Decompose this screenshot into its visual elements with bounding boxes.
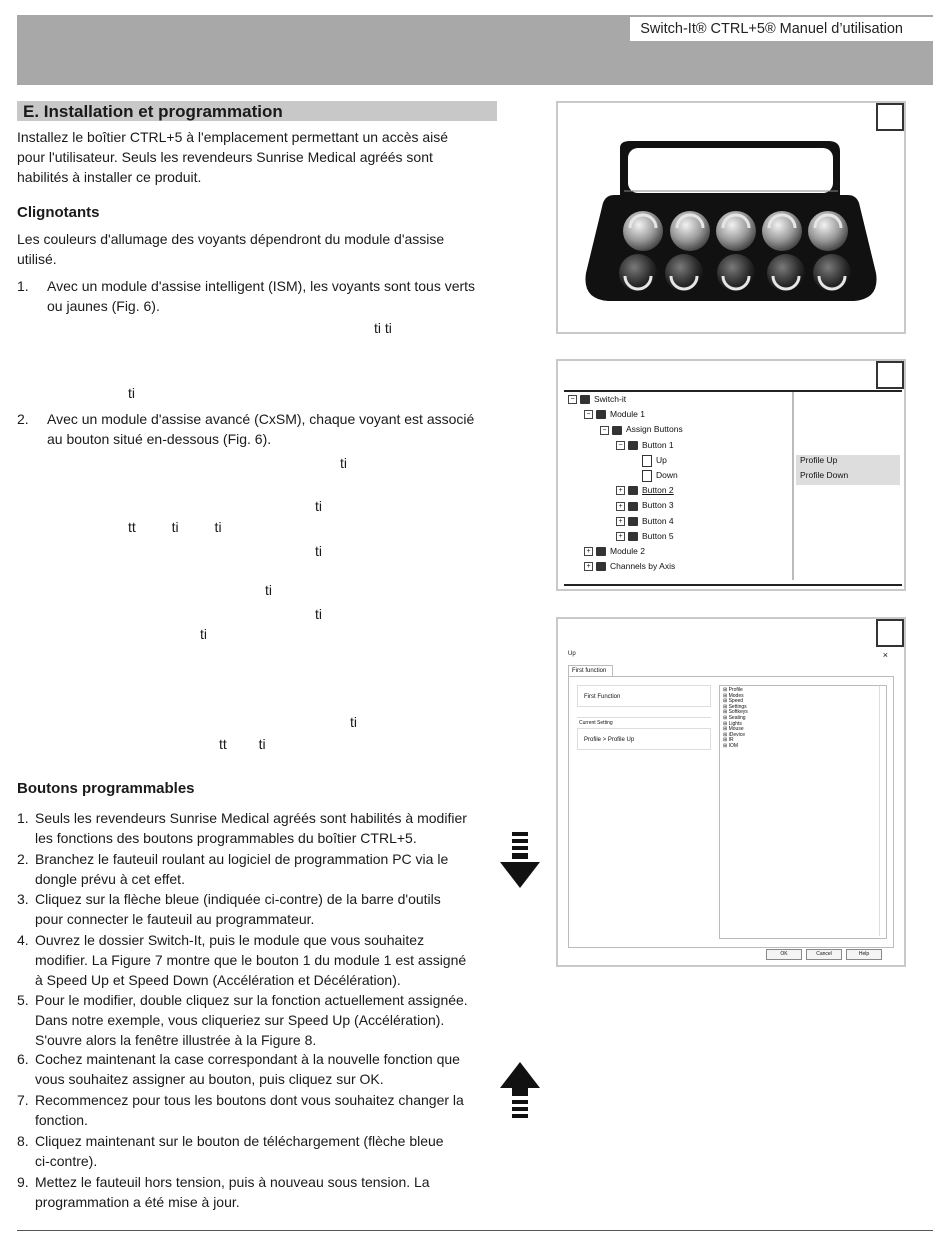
figure-8 [556,617,906,967]
ok-button[interactable]: OK [766,949,802,960]
list-item [17,1049,497,1089]
header-band [17,15,933,85]
list-text: les fonctions des boutons programmables du boîtier CTRL+5. [35,830,417,846]
current-setting-label: Current Setting [579,720,613,726]
document-icon [642,470,652,482]
expand-icon[interactable]: ⊞ [723,737,729,744]
collapse-icon[interactable]: − [600,426,609,435]
expand-icon[interactable]: ⊞ [723,703,729,710]
function-list[interactable] [719,685,887,939]
book-icon [628,486,638,495]
tree-node-label: Module 1 [610,409,645,420]
text-fragment: ti [315,606,322,622]
list-text: fonction. [35,1112,88,1128]
tree-node[interactable] [584,407,645,421]
function-list-label: iDevice [728,731,745,738]
expand-icon[interactable]: ⊞ [723,743,729,749]
list-text: Cliquez maintenant sur le bouton de téléchargement (flèche bleue [35,1133,444,1149]
list-number: 6. [17,1051,29,1067]
list-text: Ouvrez le dossier Switch-It, puis le module que vous souhaitez [35,932,425,948]
divider [577,717,711,718]
list-number: 7. [17,1092,29,1108]
text-fragment: ti [350,714,357,730]
figure-number-box [876,619,904,647]
list-number: 2. [17,851,29,867]
list-text: Avec un module d'assise avancé (CxSM), chaque voyant est associé [47,411,475,427]
book-icon [628,517,638,526]
function-list-label: Speed [728,698,744,705]
function-list-label: Softkeys [728,709,748,716]
list-text: Avec un module d'assise intelligent (ISM), les voyants sont tous verts [47,278,476,294]
figure-7 [556,359,906,591]
function-list-label: Mouse [728,726,744,733]
tree-node[interactable] [616,438,674,452]
list-number: 4. [17,932,29,948]
book-icon [596,410,606,419]
tree-node[interactable] [616,529,674,543]
collapse-icon[interactable]: − [568,395,577,404]
list-number: 1. [17,810,29,826]
book-icon [596,547,606,556]
document-icon [642,455,652,467]
list-text: Seuls les revendeurs Sunrise Medical agréés sont habilités à modifier [35,810,467,826]
figure-number-box [876,103,904,131]
book-icon [628,502,638,511]
list-item [17,409,497,449]
tree-node[interactable] [584,559,675,573]
text-fragment: tt ti [219,736,266,752]
function-list-label: IOM [728,743,739,749]
collapse-icon[interactable]: − [616,441,625,450]
list-item [17,1131,497,1171]
header-title: Switch-It® CTRL+5® Manuel d’utilisation [630,17,933,41]
tree-node[interactable] [584,544,645,558]
download-arrow-icon [500,832,542,890]
list-text: Pour le modifier, double cliquez sur la fonction actuellement assignée. [35,992,468,1008]
intro-line: Installez le boîtier CTRL+5 à l'emplacement permettant un accès aisé [17,129,449,145]
book-icon [628,532,638,541]
list-text: Cochez maintenant la case correspondant à la nouvelle fonction que [35,1051,460,1067]
function-list-label: Settings [728,703,747,710]
function-list-label: Lights [728,720,742,727]
tree-node[interactable] [642,453,667,467]
intro-line: pour l'utilisateur. Seuls les revendeurs Sunrise Medical agréés sont [17,149,433,165]
tree [564,392,902,580]
list-number: 8. [17,1133,29,1149]
list-text: Branchez le fauteuil roulant au logiciel de programmation PC via le [35,851,449,867]
tree-view [564,390,902,586]
tree-node-label: Module 2 [610,546,645,556]
tab-first-function[interactable]: First function [568,665,613,676]
ctrl5-device-illustration [558,103,904,332]
list-text: vous souhaitez assigner au bouton, puis cliquez sur OK. [35,1071,384,1087]
list-item [17,276,497,316]
tree-node[interactable] [568,392,626,406]
expand-icon[interactable]: ⊞ [723,715,729,721]
tree-node-label: Button 2 [642,485,674,496]
expand-icon[interactable]: ⊞ [723,698,729,705]
function-list-label: IR [728,737,734,744]
text-fragment: ti [315,543,322,559]
expand-icon[interactable]: ⊞ [723,726,729,733]
list-number: 2. [17,411,29,427]
list-number: 1. [17,278,29,294]
close-icon[interactable]: × [882,650,888,660]
clignotants-text: utilisé. [17,251,57,267]
tree-node-label: Switch-it [594,394,627,404]
list-item [17,849,497,889]
tree-node[interactable] [600,422,683,436]
list-text: à Speed Up et Speed Down (Accélération et Décélération). [35,972,401,988]
list-text: modifier. La Figure 7 montre que le bouton 1 du module 1 est assigné [35,952,467,968]
first-function-label: First Function [577,685,711,707]
list-item [17,930,497,990]
text-fragment: ti [315,498,322,514]
upload-arrow-icon [500,1062,542,1122]
cancel-button[interactable]: Cancel [806,949,842,960]
function-list-label: Seating [728,715,746,721]
figure-6 [556,101,906,334]
clignotants-heading: Clignotants [17,204,100,221]
boutons-heading: Boutons programmables [17,780,195,797]
list-text: ou jaunes (Fig. 6). [47,298,160,314]
list-number: 9. [17,1174,29,1190]
book-icon [596,562,606,571]
collapse-icon[interactable]: − [584,410,593,419]
list-number: 3. [17,891,29,907]
list-text: Dans notre exemple, vous cliqueriez sur Speed Up (Accélération). [35,1012,445,1028]
tree-node-label: Button 4 [642,515,674,526]
tree-node-label: Channels by Axis [610,561,676,572]
book-icon [580,395,590,404]
tree-node-label: Button 1 [642,439,674,450]
dialog-title: Up [568,651,576,657]
tree-node-label: Button 3 [642,500,674,511]
tree-value[interactable]: Profile Down [800,470,849,480]
expand-icon[interactable]: ⊞ [723,687,729,693]
function-list-label: Modes [728,692,744,699]
tree-node-label: Button 5 [642,530,674,541]
text-fragment: ti [128,385,135,401]
list-text: Recommencez pour tous les boutons dont vous souhaitez changer la [35,1092,464,1108]
list-item [17,1090,497,1130]
tree-node[interactable] [642,468,678,482]
tree-node[interactable] [616,498,674,512]
text-fragment: ti [265,582,272,598]
function-list-label: Profile [728,687,743,693]
tree-node-label: Assign Buttons [626,424,683,435]
list-text: Cliquez sur la flèche bleue (indiquée ci-contre) de la barre d'outils [35,891,441,907]
scrollbar[interactable] [879,686,886,936]
section-title: E. Installation et programmation [17,101,497,121]
tree-node[interactable] [616,514,674,528]
list-text: S'ouvre alors la fenêtre illustrée à la Figure 8. [35,1032,317,1048]
list-text: au bouton situé en-dessous (Fig. 6). [47,431,272,447]
tree-value[interactable]: Profile Up [800,454,838,465]
list-item [17,1172,497,1212]
tree-node-label: Down [656,470,678,480]
current-setting-value: Profile > Profile Up [577,728,711,750]
list-text: ci-contre). [35,1153,98,1169]
book-icon [612,426,622,435]
list-text: pour connecter le fauteuil au programmateur. [35,911,315,927]
expand-icon[interactable]: + [584,547,593,556]
intro-line: habilités à installer ce produit. [17,169,202,185]
figure-number-box [876,361,904,389]
expand-icon[interactable]: + [616,532,625,541]
list-text: programmation a été mise à jour. [35,1194,240,1210]
list-number: 5. [17,992,29,1008]
expand-icon[interactable]: + [616,502,625,511]
expand-icon[interactable]: ⊞ [723,731,729,738]
expand-icon[interactable]: + [584,562,593,571]
dialog-window [566,649,896,959]
expand-icon[interactable]: ⊞ [723,692,729,699]
text-fragment: tt ti ti [128,519,222,535]
expand-icon[interactable]: + [616,517,625,526]
book-icon [628,441,638,450]
text-fragment: ti ti [374,320,392,336]
expand-icon[interactable]: ⊞ [723,720,729,727]
list-item [17,990,497,1050]
clignotants-text: Les couleurs d'allumage des voyants dépendront du module d'assise [17,231,445,247]
tab-panel [568,676,894,948]
footer-rule [17,1230,933,1231]
text-fragment: ti [340,455,347,471]
list-text: Mettez le fauteuil hors tension, puis à nouveau sous tension. La [35,1174,430,1190]
text-fragment: ti [200,626,207,642]
help-button[interactable]: Help [846,949,882,960]
list-text: dongle prévu à cet effet. [35,871,185,887]
tree-node[interactable] [616,483,674,497]
function-list-item[interactable] [723,744,738,750]
list-item [17,808,497,848]
expand-icon[interactable]: + [616,486,625,495]
tree-node-label: Up [656,454,667,465]
expand-icon[interactable]: ⊞ [723,709,729,716]
list-item [17,889,497,929]
